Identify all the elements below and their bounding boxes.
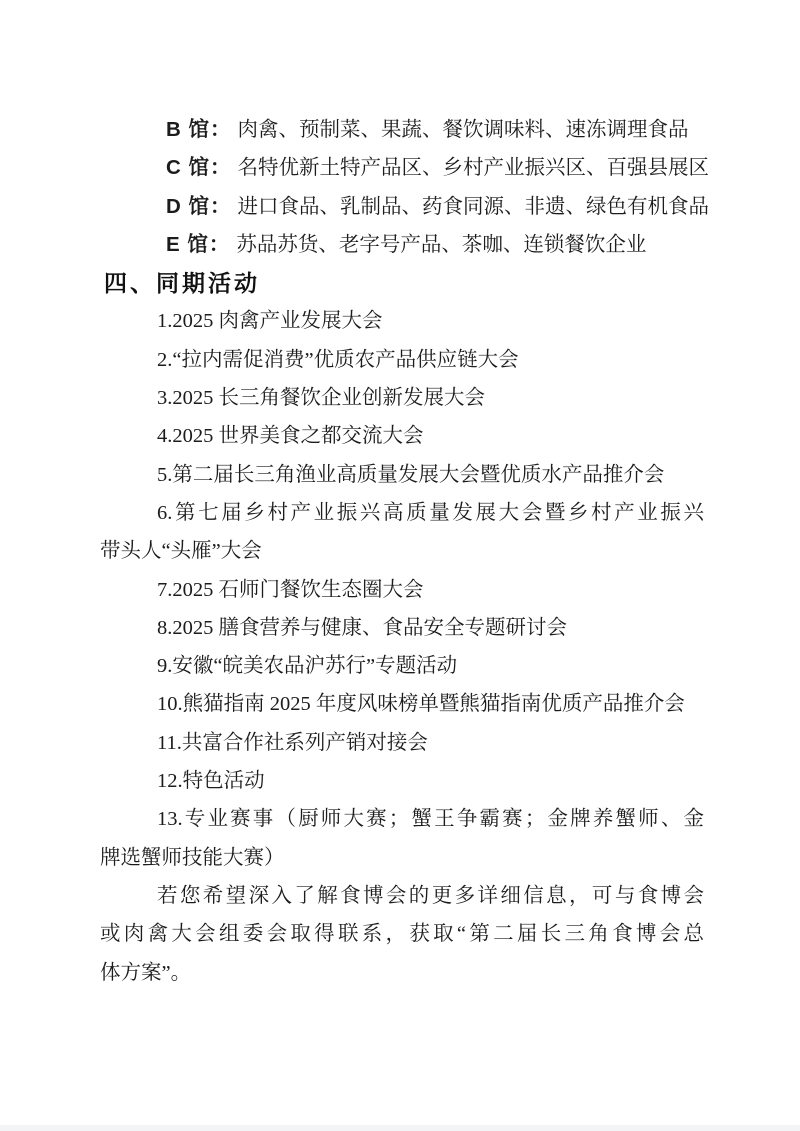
hall-c-description: 名特优新土特产品区、乡村产业振兴区、百强县展区	[237, 157, 709, 180]
hall-e-line	[100, 226, 704, 264]
activity-item-7: 7.2025 石师门餐饮生态圈大会	[157, 578, 424, 601]
activity-item-11: 11.共富合作社系列产销对接会	[157, 731, 428, 754]
closing-paragraph-line-1: 若您希望深入了解食博会的更多详细信息，可与食博会	[157, 884, 704, 907]
closing-paragraph-line-3: 体方案”。	[100, 961, 192, 984]
document-body	[100, 111, 709, 992]
activity-item-10: 10.熊猫指南 2025 年度风味榜单暨熊猫指南优质产品推介会	[157, 693, 685, 716]
activity-item-13-line-2: 牌选蟹师技能大赛）	[100, 846, 285, 869]
hall-d-line	[100, 188, 709, 226]
hall-d-description: 进口食品、乳制品、药食同源、非遗、绿色有机食品	[237, 195, 709, 218]
hall-c-label: C 馆：	[166, 156, 232, 180]
activity-item-3: 3.2025 长三角餐饮企业创新发展大会	[157, 387, 485, 410]
page-bottom-divider	[0, 1125, 800, 1131]
hall-b-line	[100, 111, 704, 149]
closing-paragraph-line-2: 或肉禽大会组委会取得联系，获取“第二届长三角食博会总	[100, 923, 704, 946]
hall-b-label: B 馆：	[166, 118, 232, 141]
activity-item-1: 1.2025 肉禽产业发展大会	[157, 310, 383, 333]
activity-item-6-line-2: 带头人“头雁”大会	[100, 540, 262, 563]
hall-c-line	[100, 149, 709, 187]
activity-item-4: 4.2025 世界美食之都交流大会	[157, 425, 424, 448]
activity-item-12: 12.特色活动	[157, 770, 265, 793]
activity-item-2: 2.“拉内需促消费”优质农产品供应链大会	[157, 348, 519, 371]
activity-item-5: 5.第二届长三角渔业高质量发展大会暨优质水产品推介会	[157, 463, 665, 486]
section-heading-concurrent-activities: 四、同期活动	[104, 270, 260, 297]
activity-item-13-line-1: 13.专业赛事（厨师大赛；蟹王争霸赛；金牌养蟹师、金	[157, 808, 704, 831]
hall-b-description: 肉禽、预制菜、果蔬、餐饮调味料、速冻调理食品	[237, 119, 689, 141]
activity-item-6-line-1: 6.第七届乡村产业振兴高质量发展大会暨乡村产业振兴	[157, 501, 704, 524]
activity-item-8: 8.2025 膳食营养与健康、食品安全专题研讨会	[157, 616, 567, 639]
hall-e-label: E 馆：	[166, 232, 231, 256]
hall-e-description: 苏品苏货、老字号产品、茶咖、连锁餐饮企业	[236, 233, 647, 256]
hall-d-label: D 馆：	[166, 194, 232, 218]
activity-item-9: 9.安徽“皖美农品沪苏行”专题活动	[157, 655, 458, 678]
